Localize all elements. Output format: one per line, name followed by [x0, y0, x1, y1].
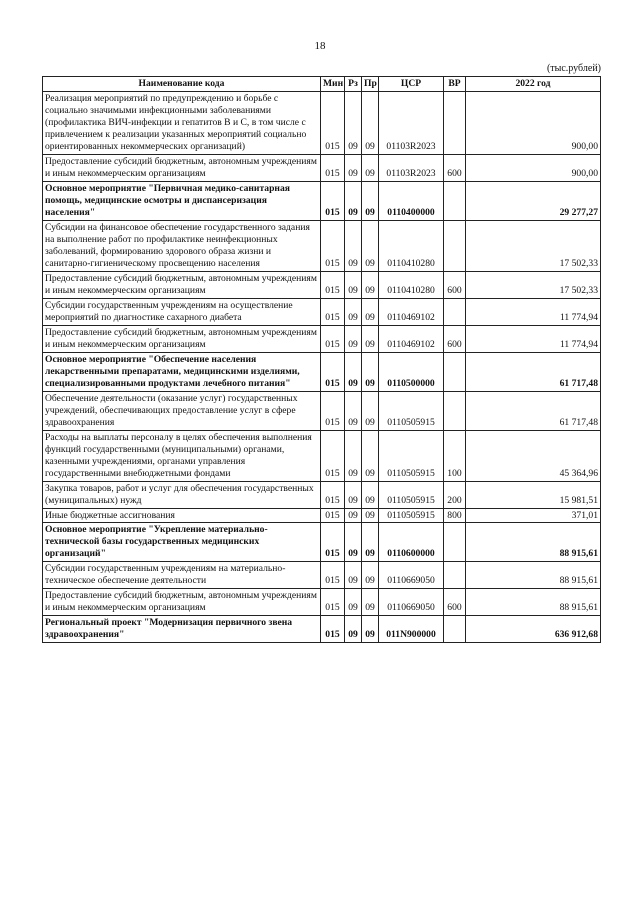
- row-rz: 09: [345, 271, 362, 298]
- row-min: 015: [321, 523, 345, 562]
- row-name: Закупка товаров, работ и услуг для обеспечения государственных (муниципальных) нужд: [43, 481, 321, 508]
- row-rz: 09: [345, 508, 362, 523]
- row-amount: 371,01: [466, 508, 601, 523]
- header-pr: Пр: [362, 77, 379, 92]
- row-vr: [444, 181, 466, 220]
- row-vr: 600: [444, 325, 466, 352]
- row-csr: 0110469102: [379, 298, 444, 325]
- header-name: Наименование кода: [43, 77, 321, 92]
- row-vr: [444, 220, 466, 271]
- table-row: [43, 181, 601, 220]
- row-csr: 011N900000: [379, 616, 444, 643]
- row-vr: 600: [444, 154, 466, 181]
- row-rz: 09: [345, 589, 362, 616]
- table-row: [43, 92, 601, 155]
- row-name: Основное мероприятие "Укрепление материально-технической базы государственных медицинских организаций": [43, 523, 321, 562]
- row-name: Предоставление субсидий бюджетным, автономным учреждениям и иным некоммерческим организациям: [43, 271, 321, 298]
- table-row: [43, 508, 601, 523]
- page-number: 18: [314, 40, 326, 52]
- row-rz: 09: [345, 154, 362, 181]
- row-rz: 09: [345, 391, 362, 430]
- row-name: Реализация мероприятий по предупреждению и борьбе с социально значимыми инфекционными заболеваниями (профилактика ВИЧ-инфекции и гепатитов В и С, в том числе с привлечением к реализации указанных мероприятий социально ориентированных некоммерческих организаций): [43, 92, 321, 155]
- table-header-row: [43, 77, 601, 92]
- table-row: [43, 220, 601, 271]
- row-pr: 09: [362, 589, 379, 616]
- budget-table: [42, 76, 601, 643]
- row-amount: 636 912,68: [466, 616, 601, 643]
- row-min: 015: [321, 220, 345, 271]
- row-pr: 09: [362, 481, 379, 508]
- row-amount: 88 915,61: [466, 589, 601, 616]
- row-min: 015: [321, 508, 345, 523]
- row-name: Основное мероприятие "Обеспечение населения лекарственными препаратами, медицинскими изделиями, специализированными продуктами лечебного питания": [43, 352, 321, 391]
- header-csr: ЦСР: [379, 77, 444, 92]
- row-vr: [444, 523, 466, 562]
- row-min: 015: [321, 154, 345, 181]
- row-min: 015: [321, 391, 345, 430]
- units-label: (тыс.рублей): [546, 63, 601, 74]
- row-vr: 100: [444, 430, 466, 481]
- table-row: [43, 562, 601, 589]
- row-amount: 900,00: [466, 92, 601, 155]
- row-pr: 09: [362, 562, 379, 589]
- row-rz: 09: [345, 430, 362, 481]
- row-min: 015: [321, 589, 345, 616]
- row-amount: 11 774,94: [466, 325, 601, 352]
- row-name: Расходы на выплаты персоналу в целях обеспечения выполнения функций государственными (муниципальными) органами, казенными учреждениями, органами управления государственными внебюджетными фондами: [43, 430, 321, 481]
- header-vr: ВР: [444, 77, 466, 92]
- row-vr: [444, 391, 466, 430]
- row-amount: 11 774,94: [466, 298, 601, 325]
- row-csr: 0110500000: [379, 352, 444, 391]
- row-pr: 09: [362, 391, 379, 430]
- row-min: 015: [321, 298, 345, 325]
- table-body: [43, 92, 601, 643]
- row-rz: 09: [345, 325, 362, 352]
- row-pr: 09: [362, 298, 379, 325]
- row-pr: 09: [362, 508, 379, 523]
- row-min: 015: [321, 481, 345, 508]
- row-rz: 09: [345, 298, 362, 325]
- table-row: [43, 325, 601, 352]
- row-vr: 200: [444, 481, 466, 508]
- table-row: [43, 391, 601, 430]
- row-rz: 09: [345, 562, 362, 589]
- table-row: [43, 430, 601, 481]
- row-amount: 900,00: [466, 154, 601, 181]
- row-min: 015: [321, 562, 345, 589]
- row-name: Обеспечение деятельности (оказание услуг) государственных учреждений, обеспечивающих предоставление услуг в сфере здравоохранения: [43, 391, 321, 430]
- row-amount: 17 502,33: [466, 271, 601, 298]
- header-min: Мин: [321, 77, 345, 92]
- row-min: 015: [321, 430, 345, 481]
- row-csr: 0110469102: [379, 325, 444, 352]
- row-pr: 09: [362, 325, 379, 352]
- row-pr: 09: [362, 430, 379, 481]
- row-amount: 88 915,61: [466, 562, 601, 589]
- row-amount: 88 915,61: [466, 523, 601, 562]
- row-pr: 09: [362, 220, 379, 271]
- row-rz: 09: [345, 523, 362, 562]
- row-csr: 0110669050: [379, 562, 444, 589]
- row-vr: [444, 298, 466, 325]
- row-name: Субсидии государственным учреждениям на осуществление мероприятий по диагностике сахарного диабета: [43, 298, 321, 325]
- row-min: 015: [321, 271, 345, 298]
- row-name: Предоставление субсидий бюджетным, автономным учреждениям и иным некоммерческим организациям: [43, 325, 321, 352]
- row-pr: 09: [362, 616, 379, 643]
- row-vr: 600: [444, 589, 466, 616]
- row-rz: 09: [345, 616, 362, 643]
- table-row: [43, 589, 601, 616]
- header-rz: Рз: [345, 77, 362, 92]
- row-name: Иные бюджетные ассигнования: [43, 508, 321, 523]
- row-name: Субсидии на финансовое обеспечение государственного задания на выполнение работ по профилактике неинфекционных заболеваний, формированию здорового образа жизни и санитарно-гигиеническому просвещению населения: [43, 220, 321, 271]
- row-rz: 09: [345, 220, 362, 271]
- table-row: [43, 481, 601, 508]
- row-name: Предоставление субсидий бюджетным, автономным учреждениям и иным некоммерческим организациям: [43, 154, 321, 181]
- row-min: 015: [321, 325, 345, 352]
- row-csr: 01103R2023: [379, 154, 444, 181]
- row-csr: 0110410280: [379, 271, 444, 298]
- row-csr: 0110410280: [379, 220, 444, 271]
- row-min: 015: [321, 352, 345, 391]
- row-pr: 09: [362, 181, 379, 220]
- table-row: [43, 154, 601, 181]
- row-amount: 61 717,48: [466, 391, 601, 430]
- table-row: [43, 271, 601, 298]
- row-name: Предоставление субсидий бюджетным, автономным учреждениям и иным некоммерческим организациям: [43, 589, 321, 616]
- row-amount: 61 717,48: [466, 352, 601, 391]
- row-amount: 17 502,33: [466, 220, 601, 271]
- row-rz: 09: [345, 352, 362, 391]
- row-csr: 0110505915: [379, 508, 444, 523]
- row-name: Основное мероприятие "Первичная медико-санитарная помощь, медицинские осмотры и диспансеризация населения": [43, 181, 321, 220]
- row-name: Региональный проект "Модернизация первичного звена здравоохранения": [43, 616, 321, 643]
- row-csr: 0110669050: [379, 589, 444, 616]
- row-csr: 0110400000: [379, 181, 444, 220]
- row-min: 015: [321, 92, 345, 155]
- row-min: 015: [321, 616, 345, 643]
- table-row: [43, 616, 601, 643]
- row-amount: 15 981,51: [466, 481, 601, 508]
- row-amount: 45 364,96: [466, 430, 601, 481]
- row-rz: 09: [345, 481, 362, 508]
- row-vr: [444, 352, 466, 391]
- row-pr: 09: [362, 352, 379, 391]
- table-row: [43, 523, 601, 562]
- row-vr: [444, 92, 466, 155]
- row-name: Субсидии государственным учреждениям на материально-техническое обеспечение деятельности: [43, 562, 321, 589]
- row-vr: 600: [444, 271, 466, 298]
- row-pr: 09: [362, 523, 379, 562]
- row-csr: 0110505915: [379, 430, 444, 481]
- row-pr: 09: [362, 92, 379, 155]
- row-min: 015: [321, 181, 345, 220]
- row-csr: 0110505915: [379, 481, 444, 508]
- row-pr: 09: [362, 271, 379, 298]
- row-pr: 09: [362, 154, 379, 181]
- row-vr: [444, 562, 466, 589]
- row-amount: 29 277,27: [466, 181, 601, 220]
- table-row: [43, 298, 601, 325]
- row-csr: 01103R2023: [379, 92, 444, 155]
- row-csr: 0110600000: [379, 523, 444, 562]
- row-csr: 0110505915: [379, 391, 444, 430]
- row-rz: 09: [345, 92, 362, 155]
- row-vr: [444, 616, 466, 643]
- row-vr: 800: [444, 508, 466, 523]
- row-rz: 09: [345, 181, 362, 220]
- header-year: 2022 год: [466, 77, 601, 92]
- table-row: [43, 352, 601, 391]
